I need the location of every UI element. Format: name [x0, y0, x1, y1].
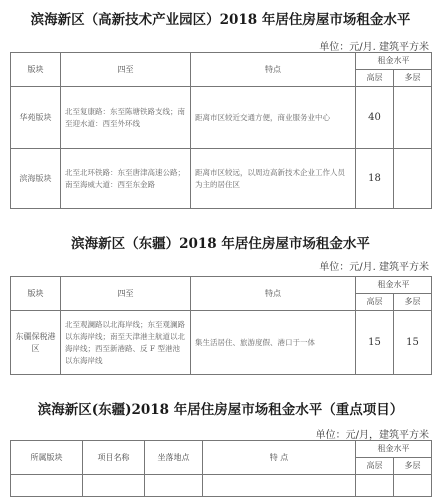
header-multi: 多层 — [394, 70, 432, 87]
header-location: 坐落地点 — [145, 441, 203, 475]
table-row — [11, 475, 432, 497]
row-block: 华苑版块 — [11, 87, 61, 149]
section2-title: 滨海新区（东疆）2018 年居住房屋市场租金水平 — [71, 236, 370, 252]
row-multi: 15 — [394, 311, 432, 375]
row-multi — [394, 149, 432, 209]
header-block: 版块 — [11, 53, 61, 87]
header-rent: 租金水平 — [356, 441, 432, 458]
row-high: 40 — [356, 87, 394, 149]
row-high: 15 — [356, 311, 394, 375]
row-block: 滨海版块 — [11, 149, 61, 209]
header-high: 高层 — [356, 458, 394, 475]
row-range: 北至复康路：东至陈塘铁路支线；南至迎水道：西至外环线 — [61, 87, 191, 149]
header-project: 项目名称 — [83, 441, 145, 475]
row-feature: 距离市区较远，以周边高新技术企业工作人员为主的居住区 — [191, 149, 356, 209]
row-range: 北至观澜路以北海岸线；东至观澜路以东海岸线；南至天津港主航道以北海岸线；西至新港路、反 F 型港池以东海岸线 — [61, 311, 191, 375]
header-rent: 租金水平 — [356, 53, 432, 70]
header-feature: 特点 — [191, 277, 356, 311]
section1-table — [10, 52, 432, 209]
table-row — [11, 87, 432, 149]
header-range: 四至 — [61, 277, 191, 311]
header-multi: 多层 — [394, 294, 432, 311]
header-range: 四至 — [61, 53, 191, 87]
header-high: 高层 — [356, 70, 394, 87]
header-high: 高层 — [356, 294, 394, 311]
header-feature: 特点 — [191, 53, 356, 87]
row-feature: 集生活居住、旅游度假、港口于一体 — [191, 311, 356, 375]
table-row — [11, 311, 432, 375]
section2-table — [10, 276, 432, 375]
section1-title: 滨海新区（高新技术产业园区）2018 年居住房屋市场租金水平 — [30, 12, 411, 28]
header-multi: 多层 — [394, 458, 432, 475]
section3-table — [10, 440, 432, 497]
section3-unit: 单位：元/月，建筑平方米 — [315, 430, 429, 441]
row-high: 18 — [356, 149, 394, 209]
section3-title: 滨海新区(东疆)2018 年居住房屋市场租金水平（重点项目） — [37, 402, 404, 418]
header-feature: 特 点 — [203, 441, 356, 475]
header-rent: 租金水平 — [356, 277, 432, 294]
row-range: 北至北环铁路：东至唐津高速公路；南至海威大道：西至东金路 — [61, 149, 191, 209]
header-block: 版块 — [11, 277, 61, 311]
row-feature: 距离市区较近交通方便，商业服务业中心 — [191, 87, 356, 149]
header-block: 所属版块 — [11, 441, 83, 475]
row-block: 东疆保税港区 — [11, 311, 61, 375]
section1-unit: 单位：元/月. 建筑平方米 — [319, 42, 429, 53]
section2-unit: 单位：元/月. 建筑平方米 — [319, 262, 429, 273]
table-row — [11, 149, 432, 209]
row-multi — [394, 87, 432, 149]
